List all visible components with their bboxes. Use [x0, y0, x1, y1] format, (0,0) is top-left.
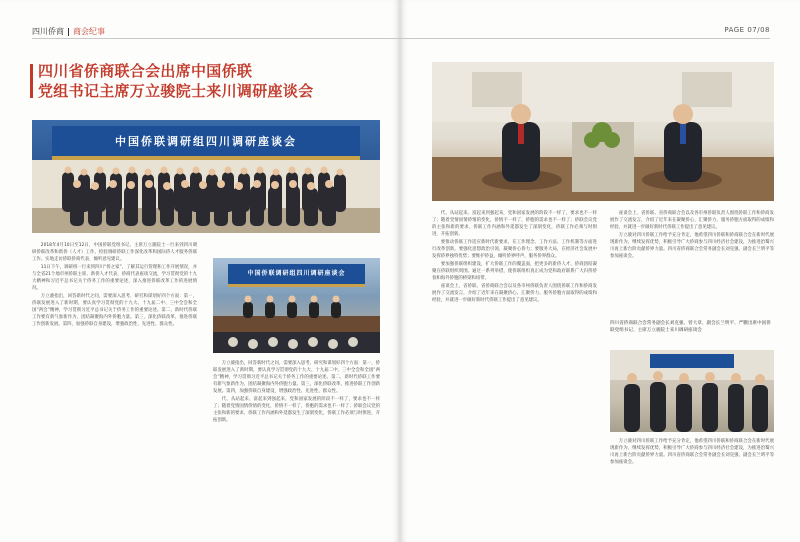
section-name: 商会纪事: [73, 27, 105, 36]
header-rule: [32, 38, 400, 39]
magazine-brand: 四川侨商: [32, 27, 64, 36]
text-column-5: [610, 438, 774, 532]
paragraph: 座谈会上，省侨联、省侨商联合会以及各市州侨联负责人围绕侨联工作和侨商发展作了交流发言，介绍了近年来在凝聚侨心、汇聚侨力、服务侨胞方面取得的成绩和经验，并就进一步做好新时代侨联工作提出了意见建议。: [610, 211, 774, 230]
paragraph: 代、从站起来、富起来到强起来，党和国家发展的阶段不一样了，要求也不一样了；随着党情国情侨情的变化，侨情不一样了，侨胞的需求也不一样了；侨联会议党的主张和新的要求，侨联工作内涵和外延都发生了深刻变化，侨联工作必须与时俱进，开拓创新。: [213, 397, 380, 423]
page-header: [32, 26, 105, 37]
paragraph: 代、从站起来、富起来到强起来，党和国家发展的阶段不一样了，要求也不一样了；随着党情国情侨情的变化，侨情不一样了，侨胞的需求也不一样了；侨联会议党的主张和新的要求，侨联工作内涵和外延都发生了深刻变化，侨联工作必须与时俱进，开拓创新。: [432, 211, 597, 237]
group-photo-banner: 中国侨联调研组四川调研座谈会: [115, 135, 297, 148]
paragraph: 要加强侨联组织建设，扩大侨联工作的覆盖面，把更多的新侨人才、侨商团结凝聚在侨联组织周围。通过一系列举措，使侨联组织真正成为党和政府联系广大归侨侨眷和海外侨胞的桥梁和纽带。: [432, 262, 597, 281]
text-column-1: [32, 242, 197, 532]
page-number: PAGE 07/08: [724, 26, 770, 34]
paragraph: 2018年4月10日至12日，中国侨联党组书记、主席万立骏院士一行来到四川调研侨联改革和新侨（人才）工作，检验调研侨联工作深化改革和国际侨人才服务侨联工作。实地走访侨联侨商代表，倾听意见建议。: [32, 243, 197, 262]
header-rule: [400, 38, 770, 39]
paragraph: 万立骏指出，回答新时代之问，需要深入思考，研究和谋划好四个方面：第一，侨联发展进入了新时期，要认真学习贯彻党的十九大、十九届二中、三中全会和全国“两会”精神，学习贯彻习近平总书记关于侨务工作的重要论述。第二，新时代侨联工作要有新气象新作为，团结凝聚海内外侨胞力量。第三，深化侨联改革，推进侨联工作创新发展。第四，加强侨联自身建设，增强政治性、先进性、群众性。: [32, 294, 197, 327]
paragraph: 座谈会上，省侨联、省侨商联合会以及各市州侨联负责人围绕侨联工作和侨商发展作了交流发言，介绍了近年来在凝聚侨心、汇聚侨力、服务侨胞方面取得的成绩和经验，并就进一步做好新时代侨联工作提出了意见建议。: [432, 284, 597, 303]
paragraph: 要推动侨联工作适应新时代新要求，在工作理念、工作方法、工作机制等方面进行改革创新。要强化思想政治引领，凝聚侨心侨力；要服务大局，在经济社会发展中发挥侨界独特优势；要维护侨益，倾听侨界呼声，服务侨界群众。: [432, 240, 597, 259]
meeting-photo-banner: 中国侨联调研组四川调研座谈会: [247, 270, 346, 277]
paragraph: 万立骏指出，回答新时代之问，需要深入思考，研究和谋划好四个方面：第一，侨联发展进入了新时期，要认真学习贯彻党的十九大、十九届二中、三中全会和全国“两会”精神，学习贯彻习近平总书记关于侨务工作的重要论述。第二，新时代侨联工作要有新气象新作为，团结凝聚海内外侨胞力量。第三，深化侨联改革，推进侨联工作创新发展。第四，加强侨联自身建设，增强政治性、先进性、群众性。: [213, 361, 380, 394]
paragraph: 万立骏对四川侨联工作给予充分肯定，他希望四川侨联和侨商联合会在新时代展现新作为，继续发挥优势，积极引导广大侨商参与四川经济社会建设，为推进治蜀兴川再上新台阶贡献侨界力量。四川省侨商联合会常务副会长刘克强、副会长兰明平等参加座谈会。: [610, 233, 774, 259]
attendees-photo-scene: [610, 350, 774, 432]
photo-caption: 四川省侨商联合会常务副会长刘克强、曾大章、副会长兰明平、严鹏出席中国侨联党组书记、主席万立骏院士来川调研座谈会: [610, 321, 771, 333]
meeting-photo: [213, 258, 380, 353]
talk-photo-scene: [432, 62, 774, 201]
right-page: [400, 0, 800, 542]
title-accent-bar: [30, 64, 33, 98]
article-title-line1: 四川省侨商联合会出席中国侨联: [38, 62, 253, 80]
talk-photo: [432, 62, 774, 201]
attendees-photo: [610, 350, 774, 432]
article-title-line2: 党组书记主席万立骏院士来川调研座谈会: [38, 82, 314, 100]
paragraph: 11日下午，调研组一行来到四川“侨之家”，了解其运行管理和工作开展情况，并与全省21个地市州侨联主席、新侨人才代表，侨商代表座谈交流，学习贯彻党的十九大精神和习近平总书记关于侨务工作的重要论述，深入推进侨联改革工作的进展情况。: [32, 265, 197, 291]
group-photo: [32, 120, 380, 233]
paragraph: 万立骏对四川侨联工作给予充分肯定，他希望四川侨联和侨商联合会在新时代展现新作为，继续发挥优势，积极引导广大侨商参与四川经济社会建设，为推进治蜀兴川再上新台阶贡献侨界力量。四川省侨商联合会常务副会长刘克强、副会长兰明平等参加座谈会。: [610, 439, 774, 465]
text-column-4: [610, 210, 774, 315]
text-column-2: [213, 360, 380, 532]
header-divider: [68, 28, 69, 36]
text-column-3: [432, 210, 597, 532]
